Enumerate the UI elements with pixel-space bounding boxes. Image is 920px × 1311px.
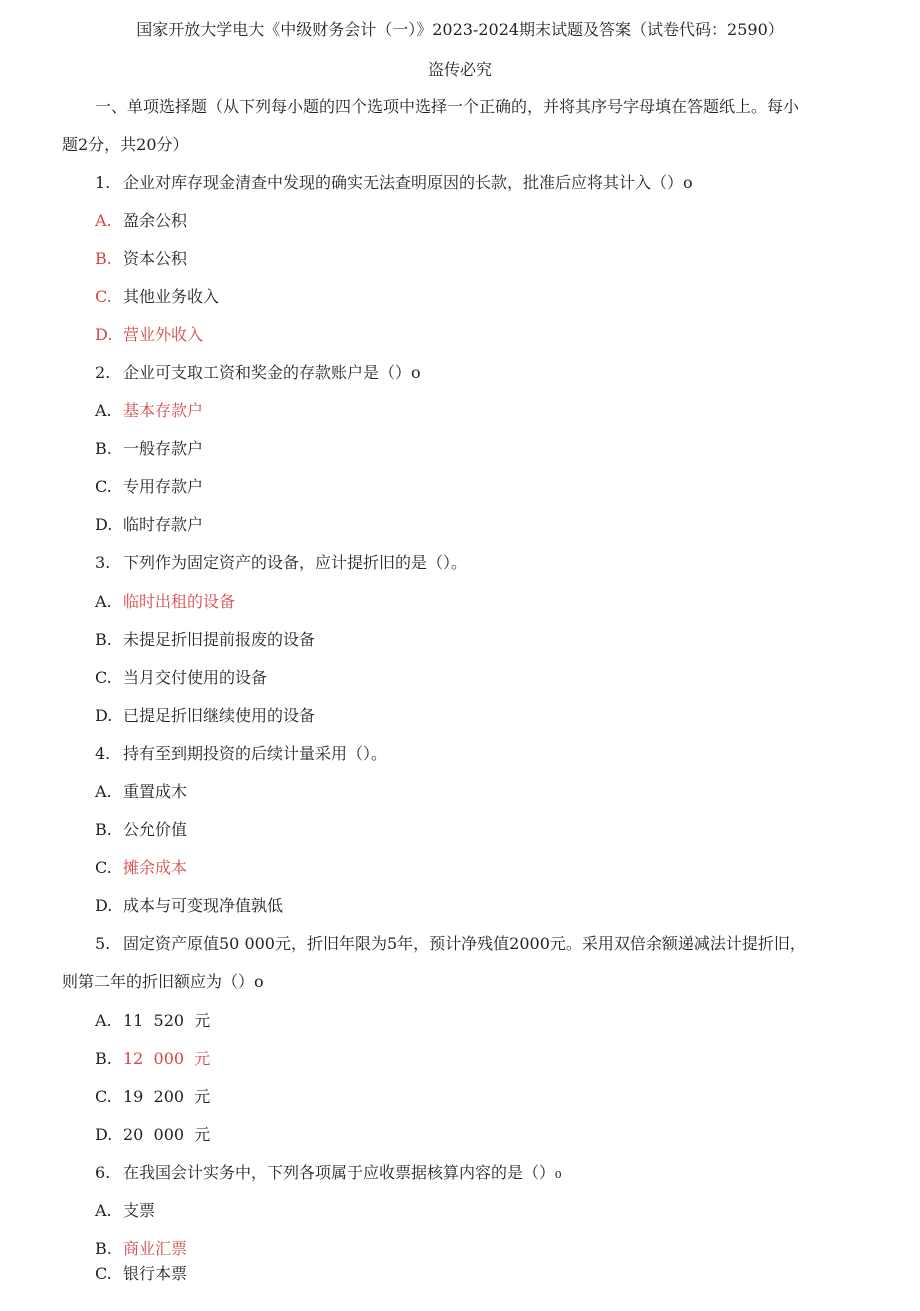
q6-option-b-answer: B. 商业汇票 [95, 1239, 188, 1258]
q3-option-d: D. 已提足折旧继续使用的设备 [95, 706, 316, 725]
q5-option-b-answer: B. 12 000 元 [95, 1049, 211, 1068]
page-title: 国家开放大学电大《中级财务会计（一）》2023-2024期末试题及答案（试卷代码：2590） [136, 20, 784, 39]
question-number: 4. [95, 744, 111, 763]
question-number: 5. [95, 934, 111, 953]
question-text: 企业可支取工资和奖金的存款账户是（）o [123, 363, 421, 382]
question-3 [95, 553, 467, 573]
q4-option-d: D. 成本与可变现净值孰低 [95, 896, 284, 915]
q3-option-c: C. 当月交付使用的设备 [95, 668, 268, 687]
section-heading: 一、单项选择题（从下列每小题的四个选项中选择一个正确的，并将其序号字母填在答题纸上。每小 [95, 97, 800, 116]
question-number: 3. [95, 553, 111, 572]
q2-option-d: D. 临时存款户 [95, 515, 204, 534]
q2-option-c: C. 专用存款户 [95, 477, 204, 496]
q5-option-c: C. 19 200 元 [95, 1087, 211, 1106]
q4-option-a: A. 重置成木 [95, 782, 188, 801]
q1-option-c: C. 其他业务收入 [95, 287, 220, 306]
q6-option-a: A. 支票 [95, 1201, 156, 1220]
question-1 [95, 173, 693, 193]
q6-option-c: C. 银行本票 [95, 1264, 188, 1283]
question-text: 在我国会计实务中，下列各项属于应收票据核算内容的是（）₀ [123, 1163, 562, 1182]
question-number: 6. [95, 1163, 111, 1182]
question-text: 持有至到期投资的后续计量采用（）。 [123, 744, 388, 763]
q5-option-a: A. 11 520 元 [95, 1011, 211, 1030]
question-text: 固定资产原值50 000元，折旧年限为5年，预计净残值2000元。采用双倍余额递减法计提折旧， [123, 934, 806, 953]
q5-option-d: D. 20 000 元 [95, 1125, 211, 1144]
question-text: 企业对库存现金清查中发现的确实无法查明原因的长款，批准后应将其计入（）o [123, 173, 693, 192]
question-2 [95, 363, 421, 383]
q3-option-b: B. 未提足折旧提前报废的设备 [95, 630, 316, 649]
question-6 [95, 1163, 561, 1183]
question-5-continued: 则第二年的折旧额应为（）o [62, 972, 264, 991]
question-text: 下列作为固定资产的设备，应计提折旧的是（）。 [123, 553, 468, 572]
question-5 [95, 934, 806, 954]
page-subtitle: 盗传必究 [427, 60, 492, 79]
q4-option-b: B. 公允价值 [95, 820, 188, 839]
question-number: 2. [95, 363, 111, 382]
q4-option-c-answer: C. 摊余成本 [95, 858, 188, 877]
question-number: 1. [95, 173, 111, 192]
q2-option-b: B. 一般存款户 [95, 439, 204, 458]
question-4 [95, 744, 387, 764]
q1-option-a: A. 盈余公积 [95, 211, 188, 230]
q1-option-d-answer: D. 营业外收入 [95, 325, 204, 344]
q1-option-b: B. 资本公积 [95, 249, 188, 268]
q3-option-a-answer: A. 临时出租的设备 [95, 592, 236, 611]
section-heading-continued: 题2分，共20分） [62, 135, 189, 154]
q2-option-a-answer: A. 基本存款户 [95, 401, 204, 420]
